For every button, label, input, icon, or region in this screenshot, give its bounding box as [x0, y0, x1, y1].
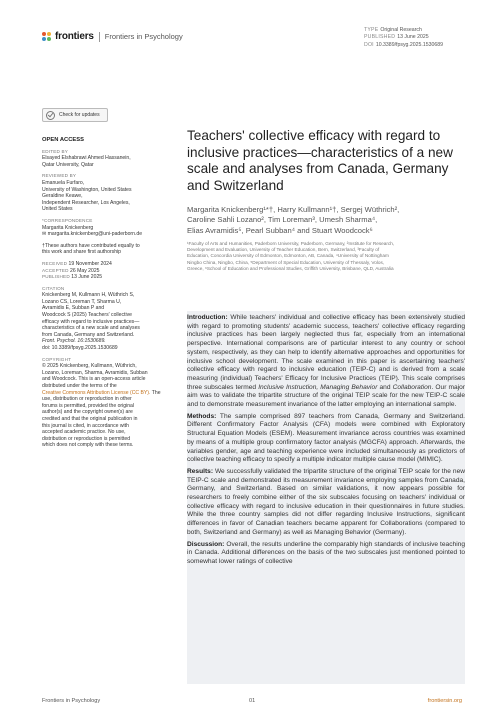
- publisher-name: frontiers: [55, 31, 94, 42]
- article-sidebar: [42, 108, 166, 449]
- article-main: [187, 108, 465, 272]
- abstract-introduction: Introduction: While teachers' individual and collective efficacy has been extensively studied with regard to promoting students' academic success, teachers' collective efficacy regarding inclusive practices has been largely neglected thus far, especially from an international perspective. International comparisons are of particular interest to any country or school system, respectively, as they can help to identify alternative approaches and opportunities for inclusive school development. The scale examined in this paper is ascertaining teachers' collective efficacy with regard to inclusive education (TEIP-C) and is derived from a scale measuring (individual) Teachers' Efficacy for Inclusive Practices (TEIP). This scale comprises three subscales termed Inclusive Instruction, Managing Behavior and Collaboration. Our major aim was to validate the tripartite structure of the original TEIP scale for the new TEIP-C scale and to demonstrate measurement invariance of the latter employing an international sample.: [187, 314, 465, 409]
- author-list: Margarita Knickenberg¹*†, Harry Kullmann¹†, Sergej Wüthrich², Caroline Sahli Lozano², Tim Loreman³, Umesh Sharma⁴, Elias Avramidis⁵, Pearl Subban⁴ and Stuart Woodcock⁶: [187, 205, 400, 235]
- edited-by: EDITED BY Elsayed Elshabrawi Ahmed Hassanein, Qatar University, Qatar: [42, 148, 131, 168]
- abstract-methods: Methods: The sample comprised 897 teachers from Canada, Germany and Switzerland. Different Confirmatory Factor Analysis (CFA) models were combined with Exploratory Structural Equation Models (ESEM). Measurement invariance across countries was examined by means of a multiple group confirmatory factor analysis (MGCFA) approach. Afterwards, the variables gender, age and teaching experience were included simultaneously as predictors of collective teaching efficacy to specify a multiple indicator multiple cause model (MIMIC).: [187, 412, 465, 464]
- frontiers-logo-icon: [42, 32, 52, 42]
- equal-contribution-note: †These authors have contributed equally to this work and share first authorship: [42, 242, 140, 256]
- reviewed-by: REVIEWED BY Emanuela Furfaro, University of Washington, United States Geraldine Keawe, Independent Researcher, Los Angeles, United States: [42, 173, 132, 213]
- article-title: Teachers' collective efficacy with regard to inclusive practices—characteristics of a new scale and analyses from Canada, Germany and Switzerland: [187, 128, 453, 193]
- cc-by-license-link[interactable]: Creative Commons Attribution License (CC BY).: [42, 389, 151, 396]
- correspondence: *CORRESPONDENCE Margarita Knickenberg ✉ margarita.knickenberg@uni-paderborn.de: [42, 218, 166, 238]
- open-access-label: OPEN ACCESS: [42, 137, 84, 143]
- frontiers-logo[interactable]: [42, 31, 183, 42]
- correspondence-email-link[interactable]: ✉ margarita.knickenberg@uni-paderborn.de: [42, 231, 143, 238]
- citation: CITATION Knickenberg M, Kullmann H, Wüthrich S, Lozano CS, Loreman T, Sharma U, Avramidis E, Subban P and Woodcock S (2025) Teachers' collective efficacy with regard to inclusive practices— characteristics of a new scale and analyses from Canada, Germany and Switzerland. Front. Psychol. 16:1530689. doi: 10.3389/fpsyg.2025.1530689: [42, 285, 140, 352]
- footer-journal: Frontiers in Psychology: [42, 698, 101, 704]
- article-dates: RECEIVED 19 November 2024 ACCEPTED 26 May 2025 PUBLISHED 13 June 2025: [42, 260, 112, 281]
- copyright: COPYRIGHT © 2025 Knickenberg, Kullmann, Wüthrich, Lozano, Loreman, Sharma, Avramidis, Subban and Woodcock. This is an open-access article distributed under the terms of the Creative Commons Attribution License (CC BY). The use, distribution or reproduction in other forums is permitted, provided the original author(s) and the copyright owner(s) are credited and that the original publication in this journal is cited, in accordance with accepted academic practice. No use, distribution or reproduction is permitted which does not comply with these terms.: [42, 356, 161, 449]
- abstract-discussion: Discussion: Overall, the results underline the comparably high standards of inclusive teaching in Canada. Additional differences on the basis of the two subscales just mentioned pointed to somewhat lower ratings of collective: [187, 540, 465, 565]
- page-number: 01: [249, 698, 256, 704]
- check-icon: [46, 111, 55, 120]
- article-meta: [364, 27, 443, 49]
- abstract-results: Results: We successfully validated the tripartite structure of the original TEIP scale for the new TEIP-C scale and demonstrated its measurement invariance employing samples from Canada, Germany, and Switzerland. Based on similar validations, it now appears possible for researchers to freely combine either of the six subscales focusing on teachers' individual or collective efficacy with regard to inclusive education in their questionnaires in future studies. While the three country samples did not differ regarding Inclusive Instructions, significant differences in favor of Canadian teachers became apparent for Collaborations (compared to both, Switzerland and Germany) as well as Managing Behavior (Germany).: [187, 467, 465, 536]
- logo-divider: [99, 32, 100, 42]
- article-doi[interactable]: DOI 10.3389/fpsyg.2025.1530689: [364, 41, 444, 48]
- check-for-updates-button[interactable]: Check for updates: [42, 108, 108, 122]
- abstract-box: [187, 311, 465, 684]
- article-type: TYPE Original Research: [364, 27, 422, 33]
- article-published: PUBLISHED 13 June 2025: [364, 34, 429, 41]
- affiliations: ¹Faculty of Arts and Humanities, Paderborn University, Paderborn, Germany, ²Institute for Research, Development and Evaluation, University of Teacher Education, Bern, Switzerland, ³Faculty of Education, Concordia University of Edmonton, Edmonton, AB, Canada, ⁴University of Nottingham Ningbo China, Ningbo, China, ⁵Department of Special Education, University of Thessaly, Volos, Greece, ⁶School of Education and Professional Studies, Griffith University, Brisbane, QLD, Australia: [187, 241, 395, 271]
- page-header: [0, 0, 504, 60]
- journal-name: Frontiers in Psychology: [104, 32, 183, 41]
- footer-site-link[interactable]: frontiersin.org: [427, 698, 462, 704]
